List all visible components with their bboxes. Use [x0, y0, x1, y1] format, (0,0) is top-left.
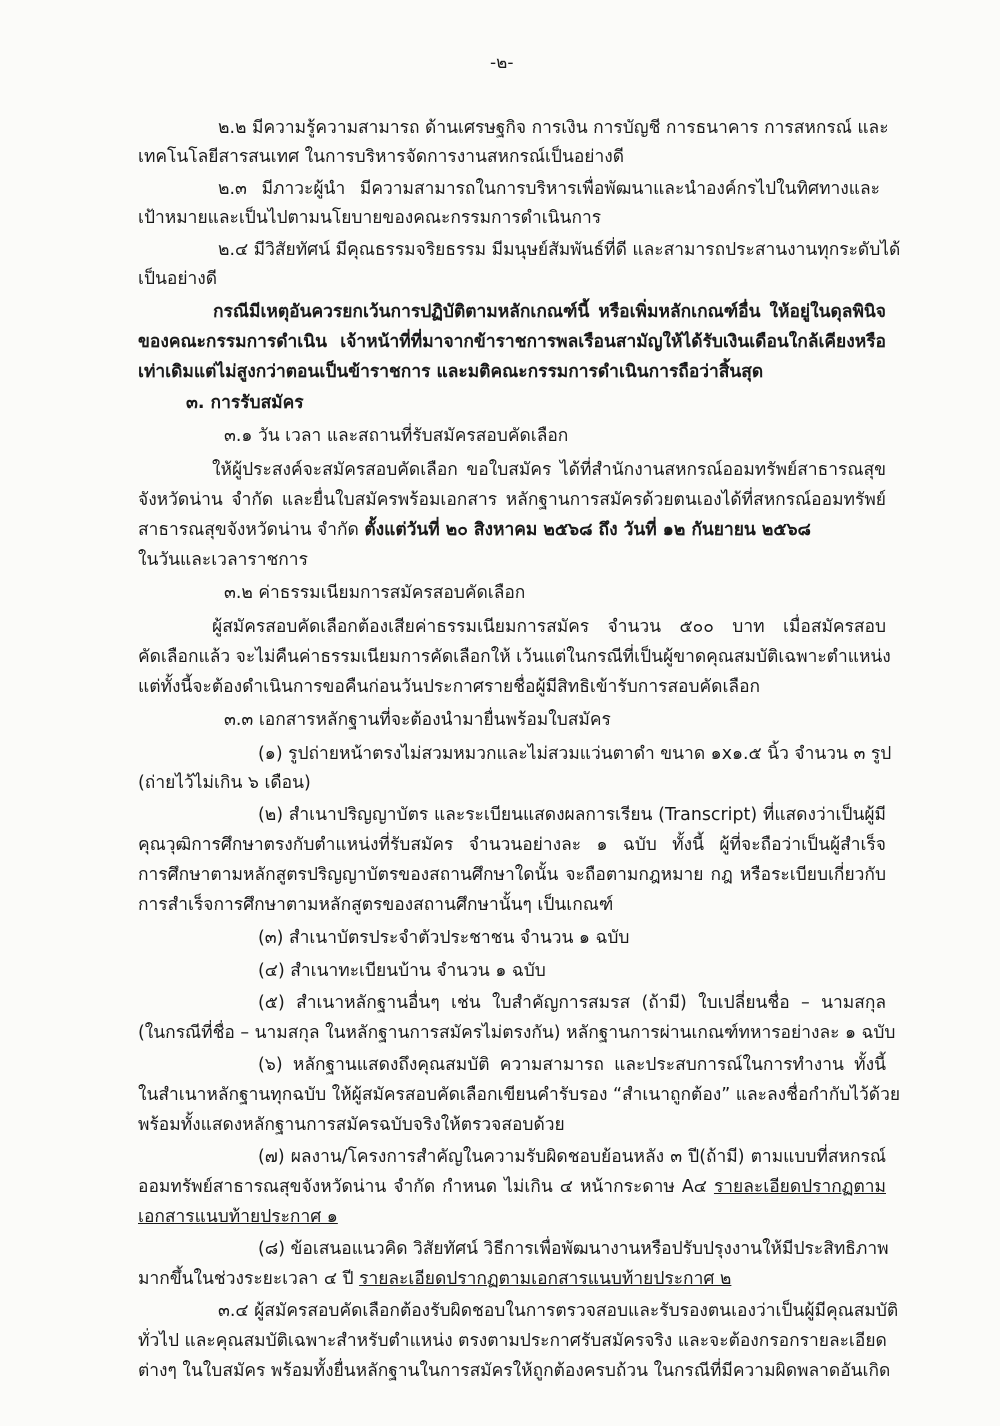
document-item-7-line-2	[138, 1176, 886, 1198]
section-3-2-heading: ๓.๒ ค่าธรรมเนียมการสมัครสอบคัดเลือก	[224, 583, 526, 603]
section-3-4-line-3: ต่างๆ ในใบสมัคร พร้อมทั้งยื่นหลักฐานในการสมัครให้ถูกต้องครบถ้วน ในกรณีที่มีความผิดพลาดอันเกิด	[138, 1361, 891, 1381]
section-3-heading: ๓. การรับสมัคร	[186, 393, 304, 413]
criterion-2-3-line-2: เป้าหมายและเป็นไปตามนโยบายของคณะกรรมการดำเนินการ	[138, 208, 602, 228]
section-3-4-line-2: ทั่วไป และคุณสมบัติเฉพาะสำหรับตำแหน่ง ตรงตามประกาศรับสมัครจริง และจะต้องกรอกรายละเอียด	[138, 1331, 887, 1351]
attachment-1-reference: รายละเอียดปรากฏตาม	[713, 1177, 886, 1197]
criterion-2-2-line-2: เทคโนโลยีสารสนเทศ ในการบริหารจัดการงานสหกรณ์เป็นอย่างดี	[138, 147, 625, 167]
document-item-2-line-3: การศึกษาตามหลักสูตรปริญญาบัตรของสถานศึกษาใดนั้น จะถือตามกฎหมาย กฎ หรือระเบียบเกี่ยวกับ	[138, 865, 886, 885]
document-item-1-line-1: (๑) รูปถ่ายหน้าตรงไม่สวมหมวกและไม่สวมแว่นตาดำ ขนาด ๑x๑.๕ นิ้ว จำนวน ๓ รูป	[258, 744, 892, 764]
document-item-4: (๔) สำเนาทะเบียนบ้าน จำนวน ๑ ฉบับ	[258, 961, 546, 981]
section-3-3-heading: ๓.๓ เอกสารหลักฐานที่จะต้องนำมายื่นพร้อมใบสมัคร	[224, 710, 611, 730]
document-item-2-line-4: การสำเร็จการศึกษาตามหลักสูตรของสถานศึกษานั้นๆ เป็นเกณฑ์	[138, 895, 614, 915]
exception-line-2: ของคณะกรรมการดำเนิน เจ้าหน้าที่ที่มาจากข้าราชการพลเรือนสามัญให้ได้รับเงินเดือนใกล้เคียงหรือ	[138, 332, 886, 352]
application-period: ตั้งแต่วันที่ ๒๐ สิงหาคม ๒๕๖๘ ถึง วันที่ ๑๒ กันยายน ๒๕๖๘	[364, 520, 811, 540]
section-3-1-org: สาธารณสุขจังหวัดน่าน จำกัด	[138, 520, 365, 540]
document-item-3: (๓) สำเนาบัตรประจำตัวประชาชน จำนวน ๑ ฉบับ	[258, 928, 630, 948]
document-item-6-line-3: พร้อมทั้งแสดงหลักฐานการสมัครฉบับจริงให้ตรวจสอบด้วย	[138, 1115, 565, 1135]
criterion-2-3-line-1: ๒.๓ มีภาวะผู้นำ มีความสามารถในการบริหารเพื่อพัฒนาและนำองค์กรไปในทิศทางและ	[218, 179, 880, 199]
section-3-1-line-3	[138, 519, 811, 541]
section-3-1-line-4: ในวันและเวลาราชการ	[138, 550, 308, 570]
document-item-8-text: มากขึ้นในช่วงระยะเวลา ๔ ปี	[138, 1269, 360, 1289]
criterion-2-4-line-2: เป็นอย่างดี	[138, 269, 218, 289]
criterion-2-4-line-1: ๒.๔ มีวิสัยทัศน์ มีคุณธรรมจริยธรรม มีมนุษย์สัมพันธ์ที่ดี และสามารถประสานงานทุกระดับได้	[218, 240, 901, 260]
section-3-2-line-2: คัดเลือกแล้ว จะไม่คืนค่าธรรมเนียมการคัดเลือกให้ เว้นแต่ในกรณีที่เป็นผู้ขาดคุณสมบัติเฉพาะตำแหน่ง	[138, 647, 891, 667]
section-3-2-line-1: ผู้สมัครสอบคัดเลือกต้องเสียค่าธรรมเนียมการสมัคร จำนวน ๕๐๐ บาท เมื่อสมัครสอบ	[212, 617, 886, 637]
document-item-7-text: ออมทรัพย์สาธารณสุขจังหวัดน่าน จำกัด กำหนด ไม่เกิน ๔ หน้ากระดาษ A๔	[138, 1177, 714, 1197]
section-3-4-line-1: ๓.๔ ผู้สมัครสอบคัดเลือกต้องรับผิดชอบในการตรวจสอบและรับรองตนเองว่าเป็นผู้มีคุณสมบัติ	[218, 1301, 899, 1321]
document-item-8-line-1: (๘) ข้อเสนอแนวคิด วิสัยทัศน์ วิธีการเพื่อพัฒนางานหรือปรับปรุงงานให้มีประสิทธิภาพ	[258, 1239, 889, 1259]
section-3-1-line-1: ให้ผู้ประสงค์จะสมัครสอบคัดเลือก ขอใบสมัคร ได้ที่สำนักงานสหกรณ์ออมทรัพย์สาธารณสุข	[212, 460, 886, 480]
document-item-6-line-2: ในสำเนาหลักฐานทุกฉบับ ให้ผู้สมัครสอบคัดเลือกเขียนคำรับรอง “สำเนาถูกต้อง” และลงชื่อกำกับไว้ด้วย	[138, 1085, 901, 1105]
criterion-2-2-line-1: ๒.๒ มีความรู้ความสามารถ ด้านเศรษฐกิจ การเงิน การบัญชี การธนาคาร การสหกรณ์ และ	[218, 118, 889, 138]
document-item-5-line-1: (๕) สำเนาหลักฐานอื่นๆ เช่น ใบสำคัญการสมรส (ถ้ามี) ใบเปลี่ยนชื่อ – นามสกุล	[258, 993, 886, 1013]
section-3-1-line-2: จังหวัดน่าน จำกัด และยื่นใบสมัครพร้อมเอกสาร หลักฐานการสมัครด้วยตนเองได้ที่สหกรณ์ออมทรัพย์	[138, 490, 886, 510]
attachment-1-reference-cont: เอกสารแนบท้ายประกาศ ๑	[138, 1207, 338, 1227]
attachment-2-reference: รายละเอียดปรากฏตามเอกสารแนบท้ายประกาศ ๒	[359, 1269, 732, 1289]
document-item-6-line-1: (๖) หลักฐานแสดงถึงคุณสมบัติ ความสามารถ และประสบการณ์ในการทำงาน ทั้งนี้	[258, 1055, 886, 1075]
section-3-2-line-3: แต่ทั้งนี้จะต้องดำเนินการขอคืนก่อนวันประกาศรายชื่อผู้มีสิทธิเข้ารับการสอบคัดเลือก	[138, 677, 761, 697]
document-item-5-line-2: (ในกรณีที่ชื่อ – นามสกุล ในหลักฐานการสมัครไม่ตรงกัน) หลักฐานการผ่านเกณฑ์ทหารอย่างละ ๑ ฉบับ	[138, 1023, 896, 1043]
document-item-7-line-1: (๗) ผลงาน/โครงการสำคัญในความรับผิดชอบย้อนหลัง ๓ ปี(ถ้ามี) ตามแบบที่สหกรณ์	[258, 1147, 886, 1167]
document-item-2-line-2: คุณวุฒิการศึกษาตรงกับตำแหน่งที่รับสมัคร จำนวนอย่างละ ๑ ฉบับ ทั้งนี้ ผู้ที่จะถือว่าเป็นผู้สำเร็จ	[138, 835, 886, 855]
page-number: -๒-	[490, 53, 514, 73]
section-3-1-heading: ๓.๑ วัน เวลา และสถานที่รับสมัครสอบคัดเลือก	[224, 426, 569, 446]
exception-line-1: กรณีมีเหตุอันควรยกเว้นการปฏิบัติตามหลักเกณฑ์นี้ หรือเพิ่มหลักเกณฑ์อื่น ให้อยู่ในดุลพินิจ	[213, 302, 886, 322]
document-item-1-line-2: (ถ่ายไว้ไม่เกิน ๖ เดือน)	[138, 773, 311, 793]
exception-line-3: เท่าเดิมแต่ไม่สูงกว่าตอนเป็นข้าราชการ และมติคณะกรรมการดำเนินการถือว่าสิ้นสุด	[138, 362, 764, 382]
document-item-2-line-1: (๒) สำเนาปริญญาบัตร และระเบียนแสดงผลการเรียน (Transcript) ที่แสดงว่าเป็นผู้มี	[258, 805, 886, 825]
document-item-8-line-2	[138, 1268, 731, 1290]
